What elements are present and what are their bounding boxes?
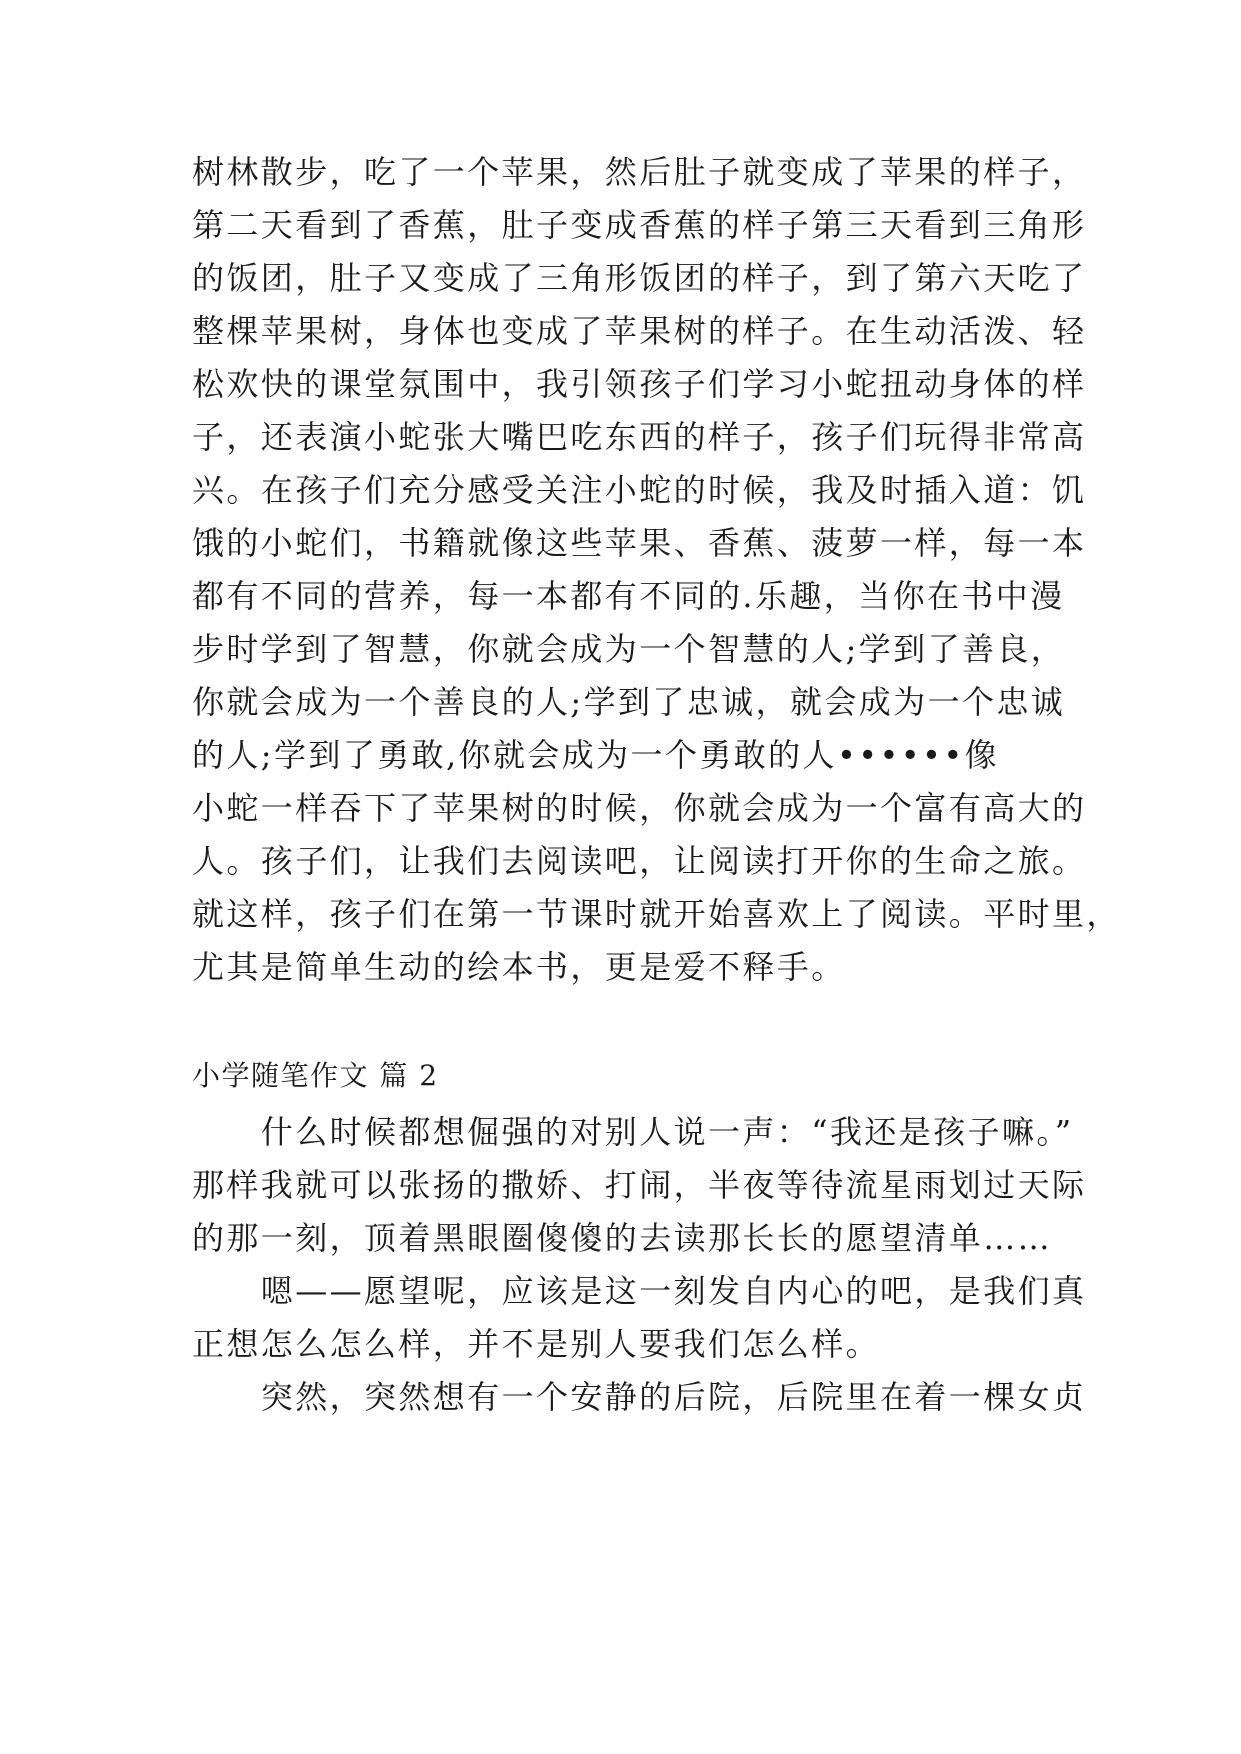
paragraph-line: 正想怎么怎么样，并不是别人要我们怎么样。 <box>192 1325 881 1363</box>
paragraph-line: 兴。在孩子们充分感受关注小蛇的时候，我及时插入道：饥 <box>192 471 1087 509</box>
paragraph-line: 什么时候都想倔强的对别人说一声：“我还是孩子嘛。” <box>192 1113 1074 1151</box>
paragraph-line: 人。孩子们，让我们去阅读吧，让阅读打开你的生命之旅。 <box>192 842 1087 880</box>
paragraph-line: 的饭团，肚子又变成了三角形饭团的样子，到了第六天吃了 <box>192 259 1087 297</box>
paragraph-line: 第二天看到了香蕉，肚子变成香蕉的样子第三天看到三角形 <box>192 206 1087 244</box>
paragraph-line: 突然，突然想有一个安静的后院，后院里在着一棵女贞 <box>192 1378 1087 1416</box>
paragraph-line: 小蛇一样吞下了苹果树的时候，你就会成为一个富有高大的 <box>192 789 1087 827</box>
paragraph-line: 的那一刻，顶着黑眼圈傻傻的去读那长长的愿望清单…… <box>192 1219 1053 1257</box>
paragraph-line: 树林散步，吃了一个苹果，然后肚子就变成了苹果的样子， <box>192 153 1087 191</box>
paragraph-line: 就这样，孩子们在第一节课时就开始喜欢上了阅读。平时里， <box>192 895 1121 933</box>
paragraph-line: 整棵苹果树，身体也变成了苹果树的样子。在生动活泼、轻 <box>192 312 1087 350</box>
paragraph-line: 都有不同的营养，每一本都有不同的.乐趣，当你在书中漫 <box>192 577 1065 615</box>
section-heading: 小学随笔作文 篇 2 <box>192 1059 439 1092</box>
paragraph-line: 你就会成为一个善良的人;学到了忠诚，就会成为一个忠诚 <box>192 683 1066 721</box>
paragraph-line: 的人;学到了勇敢,你就会成为一个勇敢的人••••••像 <box>192 736 1000 774</box>
paragraph-line: 子，还表演小蛇张大嘴巴吃东西的样子，孩子们玩得非常高 <box>192 418 1087 456</box>
paragraph-line: 饿的小蛇们，书籍就像这些苹果、香蕉、菠萝一样，每一本 <box>192 524 1087 562</box>
paragraph-line: 松欢快的课堂氛围中，我引领孩子们学习小蛇扭动身体的样 <box>192 365 1087 403</box>
paragraph-line: 那样我就可以张扬的撒娇、打闹，半夜等待流星雨划过天际 <box>192 1166 1087 1204</box>
paragraph-line: 步时学到了智慧，你就会成为一个智慧的人;学到了善良， <box>192 630 1066 668</box>
paragraph-line: 尤其是简单生动的绘本书，更是爱不释手。 <box>192 948 846 986</box>
paragraph-line: 嗯——愿望呢，应该是这一刻发自内心的吧，是我们真 <box>192 1272 1087 1310</box>
